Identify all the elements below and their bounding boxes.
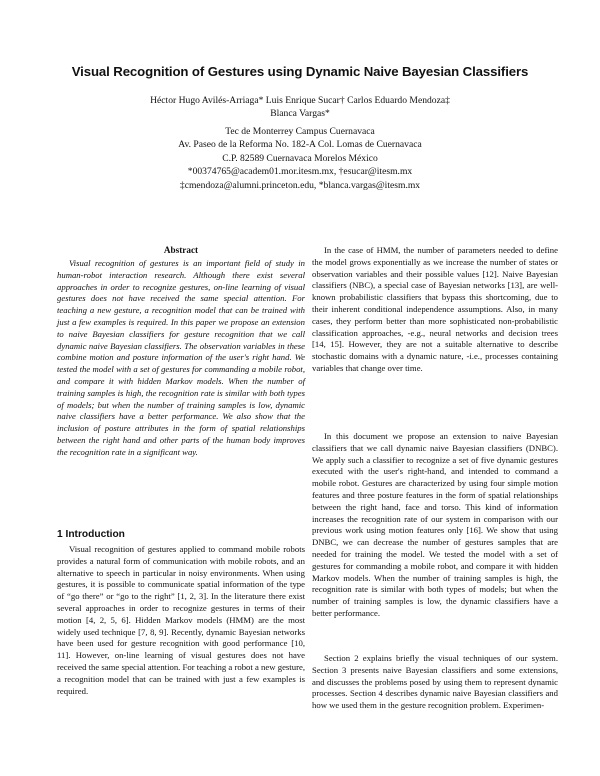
introduction-paragraph: Visual recognition of gestures applied to command mobile robots provides a natural form of communication with mobile robots, and an alternative to speech in particular in noisy environments. When using gestures, it is possible to communicate spatial information of the type of “go there” or “go to the right” [1, 2, 3]. In the literature there exist several approaches in order to recognize gestures in terms of their motion [4, 2, 5, 6]. Hidden Markov models (HMM) are the most widely used technique [7, 8, 9]. Recently, dynamic Bayesian networks have been used for gesture recognition with good performance [10, 11]. However, on-line learning of visual gestures does not have received the same special attention. For teaching a robot a new gesture, a recognition model that can be trained with just a few examples is required.: [57, 544, 305, 696]
body-paragraph: In this document we propose an extension to naive Bayesian classifiers that we call dynamic naive Bayesian classifiers (DNBC). We apply such a classifier to recognize a set of five dynamic gestures executed with the user's right-hand, and intended to command a mobile robot. Gestures are characterized by using four simple motion features and three posture features in the form of spatial relationships between the right hand, face and torso. This kind of information increases the recognition rate of our system in comparison with our previous work using motion features only [16]. We show that using DNBC, we can decrease the number of gestures samples that are needed for training the model. We tested the model with a set of gestures for commanding a mobile robot, and compare it with hidden Markov models. When the number of training samples is high, the recognition rate is similar with both types of models; but when the number of training samples is low, the dynamic classifiers have a better performance.: [312, 431, 558, 618]
abstract-heading: Abstract: [163, 245, 199, 255]
right-column-paragraph-2: [312, 431, 558, 620]
right-column-paragraph-3: [312, 653, 558, 712]
affiliation-emails-2: ‡cmendoza@alumni.princeton.edu, *blanca.vargas@itesm.mx: [179, 179, 421, 191]
affiliation-block: [40, 125, 560, 192]
affiliation-street: Av. Paseo de la Reforma No. 182-A Col. Lomas de Cuernavaca: [178, 139, 422, 151]
abstract-paragraph: Visual recognition of gestures is an important field of study in human-robot interaction research. Although there exist several approaches in order to recognize gestures, on-line learning of visual gestures does not have received the same special attention. For teaching a new gesture, a recognition model that can be trained with just a few examples is required. In this paper we propose an extension to naive Bayesian classifiers for gesture recognition that we call dynamic naive Bayesian classifiers. The observation variables in these combine motion and posture information of the user's right hand. We tested the model with a set of gestures for commanding a mobile robot, and compare it with hidden Markov models. When the number of training samples is high, the recognition rate is similar with both types of models; but when the number of training samples is low, dynamic naive classifiers have a better performance. We also show that the inclusion of posture attributes in the form of spatial relationships between the right hand and other parts of the human body improves the recognition rate in a significant way.: [57, 258, 305, 457]
affiliation-city: C.P. 82589 Cuernavaca Morelos México: [222, 152, 378, 164]
paper-title: Visual Recognition of Gestures using Dynamic Naive Bayesian Classifiers: [71, 64, 529, 79]
affiliation-institution: Tec de Monterrey Campus Cuernavaca: [225, 126, 375, 137]
body-paragraph: Section 2 explains briefly the visual techniques of our system. Section 3 presents naive Bayesian classifiers and some extensions, and discusses the problems posed by using them to represent dynamic processes. Section 4 describes dynamic naive Bayesian classifiers and how we used them in the gesture recognition problem. Experimen-: [312, 653, 558, 711]
affiliation-emails-1: *00374765@academ01.mor.itesm.mx, †esucar@itesm.mx: [187, 166, 413, 178]
body-paragraph: In the case of HMM, the number of parameters needed to define the model grows exponentially as we increase the number of states or observation variables and their possible values [12]. Naive Bayesian classifiers (NBC), a special case of Bayesian networks [13], are well-known probabilistic classifiers that bypass this shortcoming, due to their inherent conditional independence assumptions. Also, in many cases, they perform better than more sophisticated non-probabilistic classification approaches, -e.g., neural networks and decision trees [14, 15]. However, they are not a suitable alternative to describe stochastic domains with a dynamic nature, -i.e., processes containing variables that change over time.: [312, 245, 558, 373]
authors-line-1: Héctor Hugo Avilés-Arriaga* Luis Enrique Sucar† Carlos Eduardo Mendoza‡: [150, 95, 450, 106]
abstract-text: [57, 258, 305, 459]
right-column-paragraph-1: [312, 245, 558, 375]
authors-line-2: Blanca Vargas*: [270, 108, 330, 119]
author-list: [40, 94, 560, 120]
section-heading-introduction: 1 Introduction: [57, 529, 125, 540]
introduction-text: [57, 544, 305, 697]
